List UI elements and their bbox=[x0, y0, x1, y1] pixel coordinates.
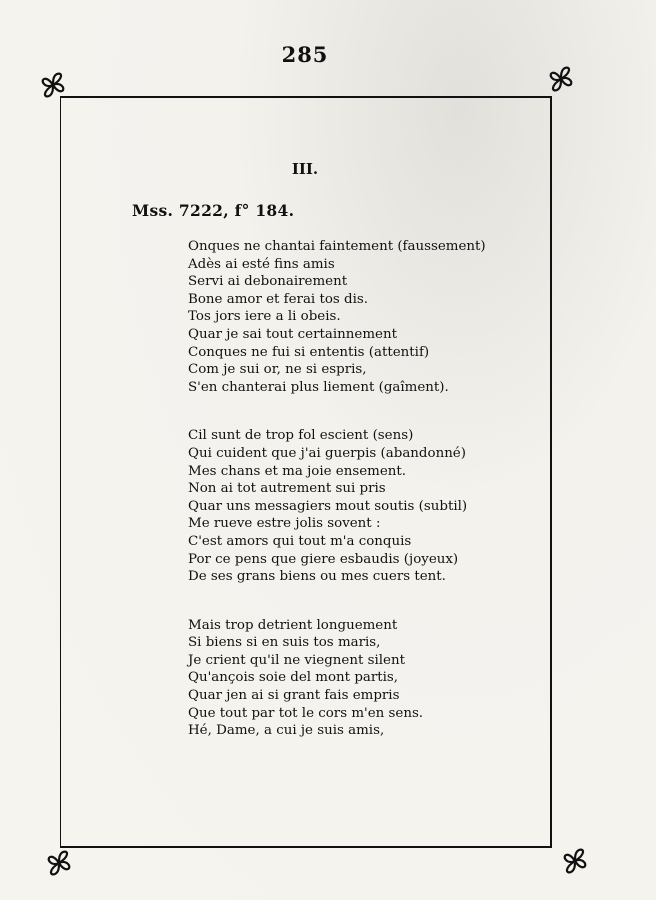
fleuron-ornament-icon bbox=[38, 70, 68, 100]
poem-line: Bone amor et ferai tos dis. bbox=[188, 291, 369, 307]
poem-line: Servi ai debonairement bbox=[188, 274, 348, 290]
poem-line: Qui cuident que j'ai guerpis (abandonné) bbox=[188, 445, 466, 461]
section-heading: III. bbox=[291, 160, 319, 178]
poem-line: Hé, Dame, a cui je suis amis, bbox=[188, 723, 385, 739]
fleuron-ornament-icon bbox=[44, 848, 74, 878]
poem-line: Por ce pens que giere esbaudis (joyeux) bbox=[188, 551, 459, 567]
poem-line: Mais trop detrient longuement bbox=[188, 617, 398, 633]
poem-line: Que tout par tot le cors m'en sens. bbox=[188, 705, 424, 721]
fleuron-ornament-icon bbox=[560, 846, 590, 876]
poem-line: Mes chans et ma joie ensement. bbox=[188, 463, 407, 479]
poem-line: Si biens si en suis tos maris, bbox=[188, 635, 381, 651]
poem-line: Qu'ançois soie del mont partis, bbox=[188, 670, 399, 686]
poem-line: Cil sunt de trop fol escient (sens) bbox=[188, 428, 414, 444]
stanza-2 bbox=[188, 427, 548, 585]
stanza-1 bbox=[188, 238, 548, 396]
poem-line: S'en chanterai plus liement (gaîment). bbox=[188, 379, 449, 395]
poem-line: Tos jors iere a li obeis. bbox=[188, 309, 341, 325]
poem-line: Quar je sai tout certainnement bbox=[188, 326, 397, 342]
poem-line: Non ai tot autrement sui pris bbox=[188, 481, 386, 497]
poem-line: Quar jen ai si grant fais empris bbox=[188, 688, 400, 704]
poem-line: Je crient qu'il ne viegnent silent bbox=[188, 652, 405, 668]
page-number: 285 bbox=[281, 42, 329, 67]
poem-line: Conques ne fui si ententis (attentif) bbox=[188, 344, 430, 360]
poem-line: Com je sui or, ne si espris, bbox=[188, 362, 367, 378]
fleuron-ornament-icon bbox=[546, 64, 576, 94]
poem-line: Onques ne chantai faintement (faussement) bbox=[188, 239, 486, 254]
poem bbox=[188, 238, 548, 771]
poem-line: C'est amors qui tout m'a conquis bbox=[188, 533, 412, 549]
manuscript-reference: Mss. 7222, f° 184. bbox=[132, 201, 295, 220]
poem-line: Quar uns messagiers mout soutis (subtil) bbox=[188, 498, 468, 514]
stanza-3 bbox=[188, 617, 548, 740]
poem-line: Me rueve estre jolis sovent : bbox=[188, 516, 381, 532]
poem-line: Adès ai esté fins amis bbox=[188, 256, 335, 272]
poem-line: De ses grans biens ou mes cuers tent. bbox=[188, 569, 446, 585]
